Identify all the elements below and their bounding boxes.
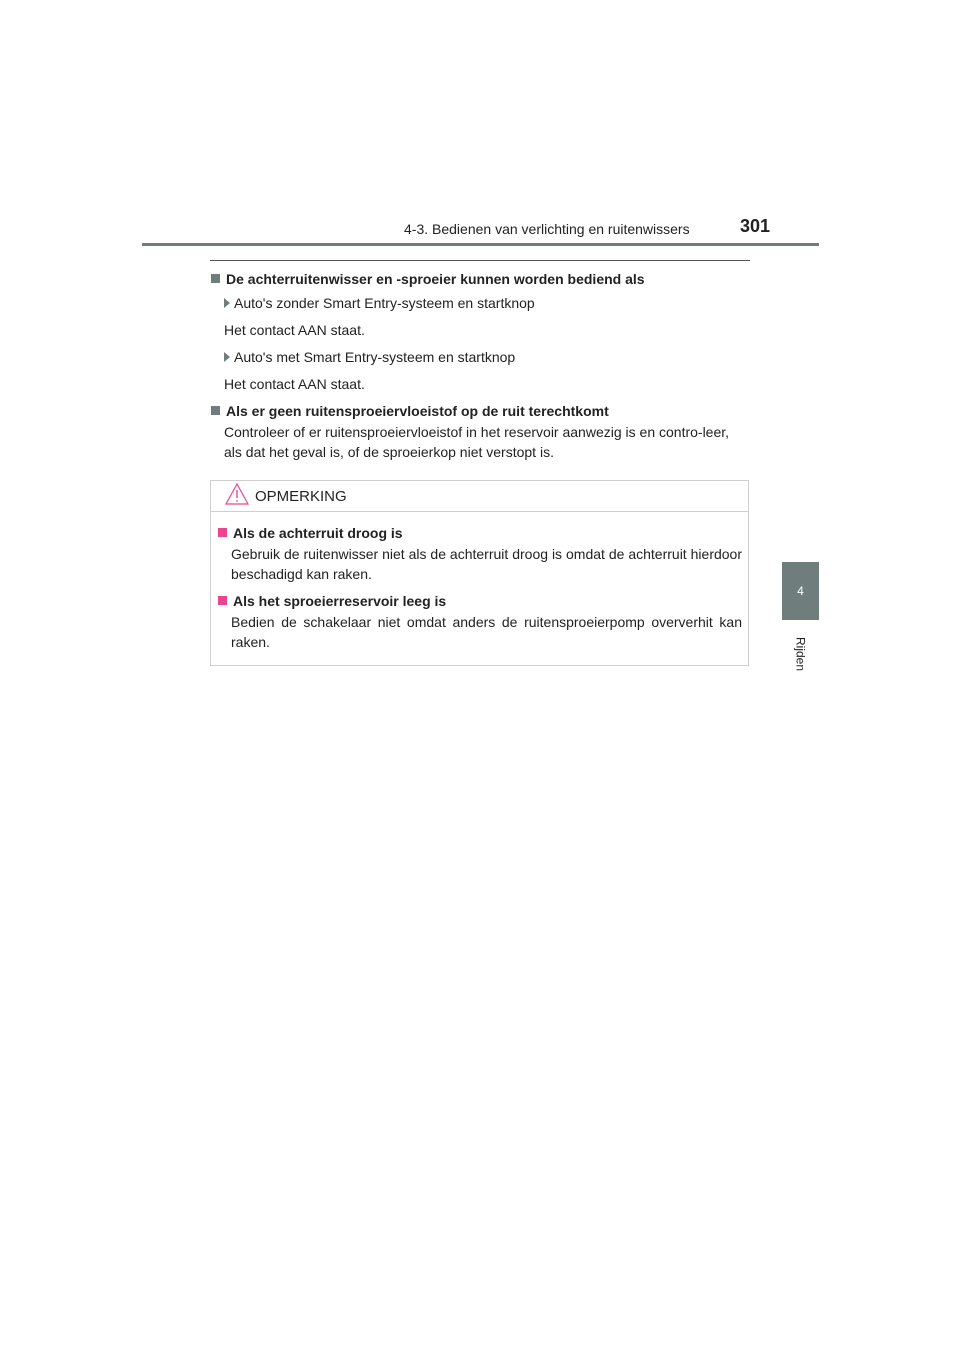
condition-bullet [224, 348, 750, 366]
notice-item-heading [217, 592, 742, 610]
paragraph: Het contact AAN staat. [224, 322, 365, 338]
chapter-tab [782, 562, 819, 620]
triangle-bullet-icon [224, 298, 230, 308]
notice-header [211, 481, 748, 512]
heading-text: Als er geen ruitensproeiervloeistof op de ruit terechtkomt [226, 403, 609, 419]
section-title: 4-3. Bedienen van verlichting en ruitenwissers [404, 221, 690, 237]
section-heading [210, 402, 750, 420]
paragraph: Controleer of er ruitensproeiervloeistof in het reservoir aanwezig is en contro-leer, als dat het geval is, of de sproeierkop niet verstopt is. [224, 424, 730, 460]
content-rule [210, 260, 750, 261]
header-line [142, 243, 819, 246]
notice-title: OPMERKING [255, 487, 347, 505]
notice-item-heading [217, 524, 742, 542]
notice-body [211, 512, 748, 652]
chapter-label [782, 628, 819, 680]
heading-text: De achterruitenwisser en -sproeier kunnen worden bediend als [226, 271, 645, 287]
notice-item-text: Bedien de schakelaar niet omdat anders de ruitensproeierpomp oververhit kan raken. [231, 614, 742, 650]
square-bullet-icon [211, 406, 220, 415]
content [210, 270, 750, 470]
notice-item-text: Gebruik de ruitenwisser niet als de achterruit droog is omdat de achterruit hierdoor beschadigd kan raken. [231, 546, 742, 582]
bullet-text: Auto's zonder Smart Entry-systeem en startknop [234, 295, 535, 311]
square-bullet-icon [211, 274, 220, 283]
heading-text: Als de achterruit droog is [233, 525, 403, 541]
condition-bullet [224, 294, 750, 312]
notice-box [210, 480, 749, 666]
square-bullet-icon [218, 528, 227, 537]
warning-triangle-icon [225, 483, 249, 510]
heading-text: Als het sproeierreservoir leeg is [233, 593, 447, 609]
triangle-bullet-icon [224, 352, 230, 362]
square-bullet-icon [218, 596, 227, 605]
section-heading [210, 270, 750, 288]
bullet-text: Auto's met Smart Entry-systeem en startknop [234, 349, 516, 365]
chapter-name: Rijden [793, 636, 808, 672]
paragraph: Het contact AAN staat. [224, 376, 365, 392]
chapter-number: 4 [797, 584, 804, 598]
page-number: 301 [740, 216, 771, 236]
